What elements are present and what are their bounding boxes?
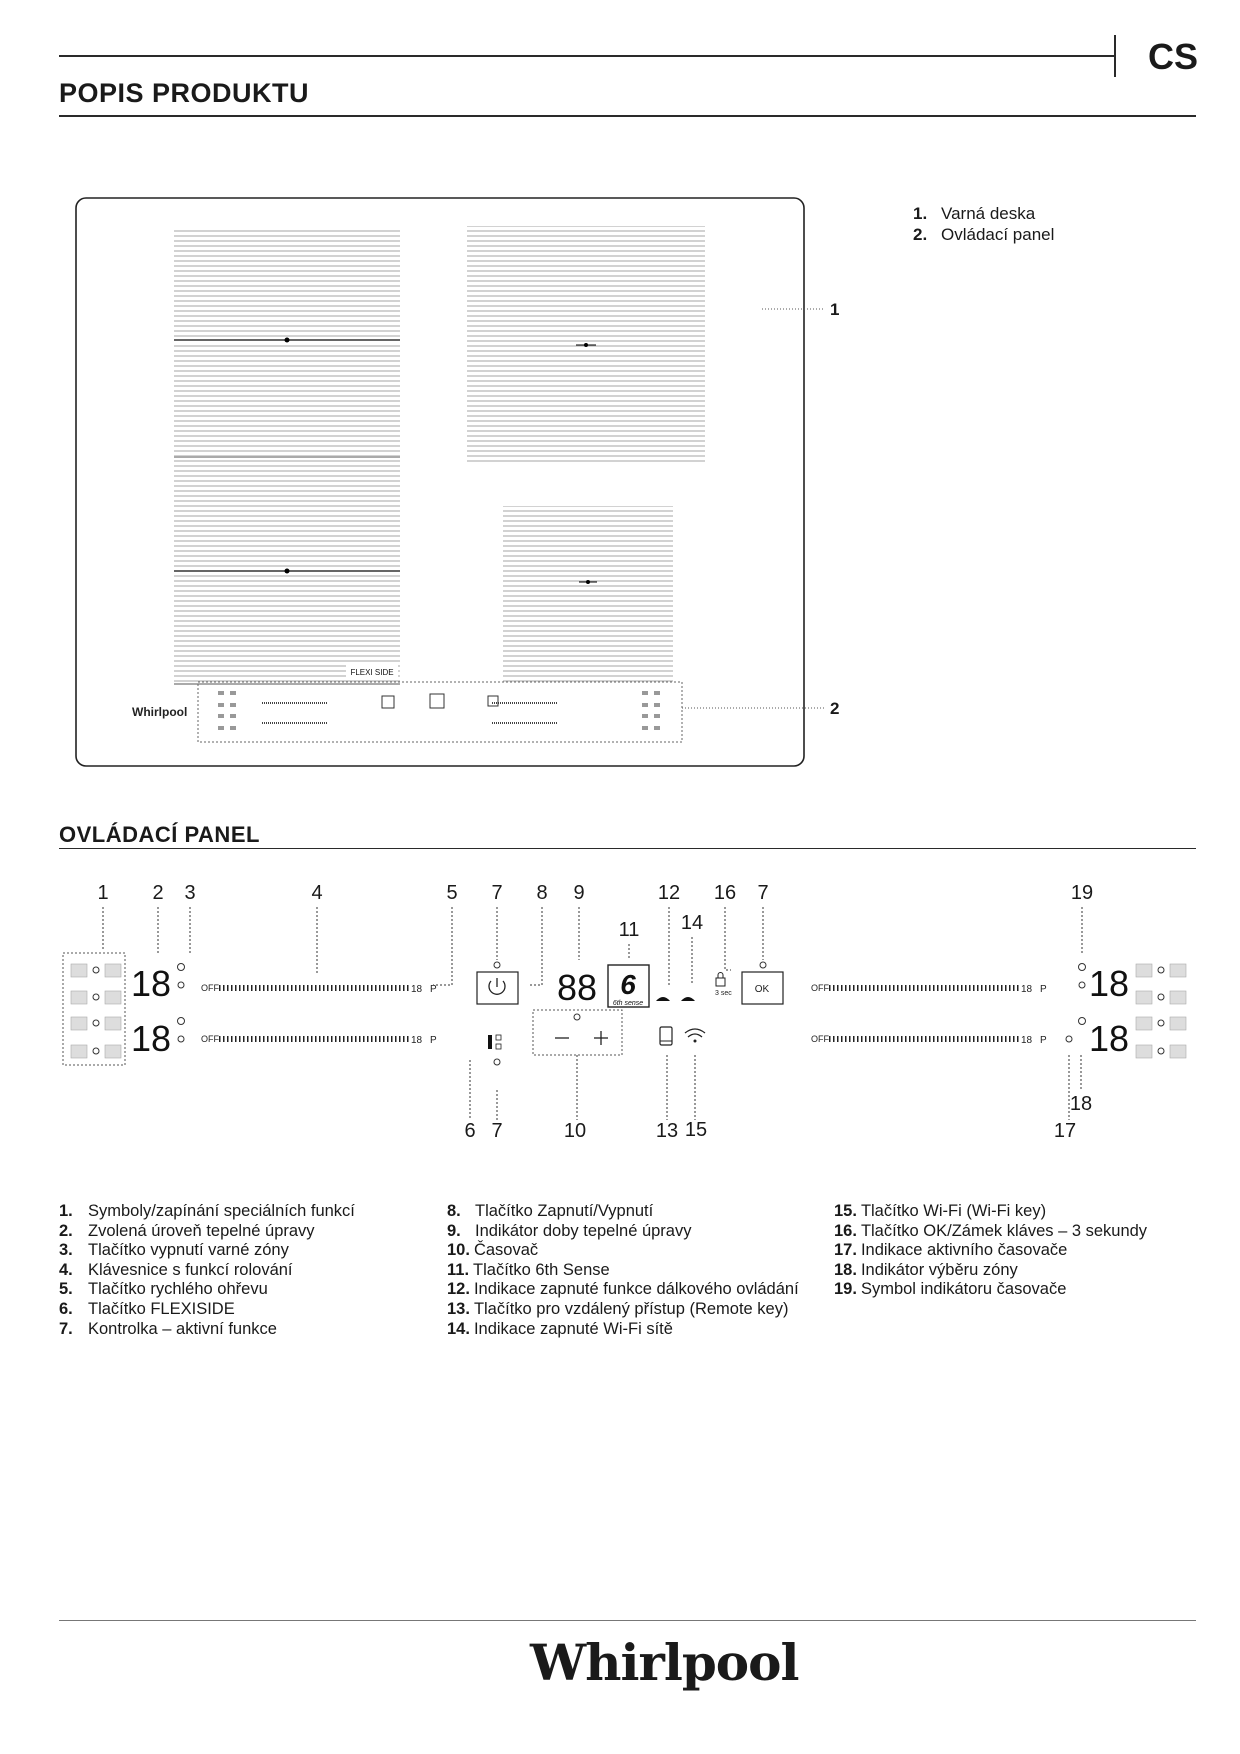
num-8: 8 xyxy=(536,882,548,904)
page-title: POPIS PRODUKTU xyxy=(59,78,310,108)
slider-boost-left-back: P xyxy=(430,1035,437,1046)
slider-level-right-back: 18 xyxy=(1021,1035,1033,1046)
panel-brand-mini: Whirlpool xyxy=(132,705,188,719)
svg-text:6: 6 xyxy=(620,969,636,1000)
list-item: 11. Tlačítko 6th Sense xyxy=(447,1260,610,1279)
slider-boost-left-front: P xyxy=(430,984,437,995)
slider-off-left-back: OFF xyxy=(201,1034,219,1044)
title-rule xyxy=(59,115,1196,117)
slider-boost-right-front: P xyxy=(1040,984,1047,995)
list-item: 18. Indikátor výběru zóny xyxy=(834,1260,1018,1279)
num-11: 11 xyxy=(618,919,640,941)
num-3: 3 xyxy=(184,882,196,904)
list-item: 3. Tlačítko vypnutí varné zóny xyxy=(59,1241,289,1260)
zone-left-mid xyxy=(174,342,400,456)
slider-level-right-front: 18 xyxy=(1021,984,1033,995)
num-7c: 7 xyxy=(491,1120,503,1142)
section-title: OVLÁDACÍ PANEL xyxy=(59,822,260,847)
num-12: 12 xyxy=(657,882,681,904)
flexi-side-label: FLEXI SIDE xyxy=(350,668,394,677)
legend-column-1 xyxy=(59,1202,355,1339)
left-display-back: 18 xyxy=(131,1018,172,1059)
header-divider xyxy=(1114,35,1116,77)
language-code: CS xyxy=(1148,36,1199,77)
num-17: 17 xyxy=(1053,1120,1077,1142)
legend-column-2 xyxy=(447,1202,799,1339)
num-4: 4 xyxy=(311,882,323,904)
callout-panel: 2 xyxy=(830,699,840,718)
slider-off-right-front: OFF xyxy=(811,983,829,993)
slider-level-left-front: 18 xyxy=(411,984,423,995)
num-6: 6 xyxy=(464,1120,476,1142)
num-13: 13 xyxy=(655,1120,679,1142)
list-item: 15. Tlačítko Wi-Fi (Wi-Fi key) xyxy=(834,1202,1047,1220)
control-panel-diagram xyxy=(59,875,1199,1155)
list-item: 7. Kontrolka – aktivní funkce xyxy=(59,1319,277,1338)
num-14: 14 xyxy=(680,912,704,934)
footer-rule xyxy=(59,1620,1196,1621)
num-1: 1 xyxy=(97,882,109,904)
list-item: 2. Zvolená úroveň tepelné úpravy xyxy=(59,1221,315,1240)
power-button xyxy=(477,972,518,1004)
overview-legend xyxy=(913,203,1054,245)
list-item: 8. Tlačítko Zapnutí/Vypnutí xyxy=(447,1202,654,1220)
right-display-back: 18 xyxy=(1089,1018,1130,1059)
right-display-front: 18 xyxy=(1089,963,1130,1004)
list-item: 13. Tlačítko pro vzdálený přístup (Remote key) xyxy=(447,1299,789,1318)
list-item: 10. Časovač xyxy=(447,1241,539,1260)
list-item: 2. Ovládací panel xyxy=(913,225,1055,244)
zone-right-front xyxy=(503,506,673,684)
ok-label: OK xyxy=(754,984,770,995)
brand-logo: Whirlpool xyxy=(530,1633,799,1692)
lock-label: 3 sec xyxy=(715,990,732,997)
list-item: 4. Klávesnice s funkcí rolování xyxy=(59,1260,293,1279)
zone-left-front xyxy=(174,228,400,340)
legend-column-3 xyxy=(834,1202,1147,1300)
num-5: 5 xyxy=(446,882,458,904)
list-item: 5. Tlačítko rychlého ohřevu xyxy=(59,1280,268,1299)
num-16: 16 xyxy=(713,882,737,904)
slider-off-left-front: OFF xyxy=(201,983,219,993)
num-7b: 7 xyxy=(757,882,769,904)
callout-hob: 1 xyxy=(830,300,840,319)
num-2: 2 xyxy=(152,882,164,904)
timer-keys xyxy=(533,1010,622,1055)
list-item: 9. Indikátor doby tepelné úpravy xyxy=(447,1221,692,1240)
section-rule xyxy=(59,848,1196,849)
num-15: 15 xyxy=(684,1119,708,1141)
hob-diagram xyxy=(70,190,850,780)
slider-off-right-back: OFF xyxy=(811,1034,829,1044)
slider-boost-right-back: P xyxy=(1040,1035,1047,1046)
left-display-front: 18 xyxy=(131,963,172,1004)
list-item: 6. Tlačítko FLEXISIDE xyxy=(59,1299,235,1318)
num-7a: 7 xyxy=(491,882,503,904)
num-10: 10 xyxy=(563,1120,587,1142)
slider-level-left-back: 18 xyxy=(411,1035,423,1046)
list-item: 17. Indikace aktivního časovače xyxy=(834,1241,1068,1260)
num-18: 18 xyxy=(1069,1093,1093,1115)
timer-display: 88 xyxy=(557,967,598,1008)
list-item: 1. Symboly/zapínání speciálních funkcí xyxy=(59,1202,355,1220)
header-top-rule xyxy=(59,55,1114,57)
list-item: 19. Symbol indikátoru časovače xyxy=(834,1280,1067,1299)
list-item: 16. Tlačítko OK/Zámek kláves – 3 sekundy xyxy=(834,1221,1148,1240)
sixth-sense-label: 6th sense xyxy=(612,1000,644,1007)
num-9: 9 xyxy=(573,882,585,904)
list-item: 1. Varná deska xyxy=(913,204,1036,223)
zone-left-mid2 xyxy=(174,458,400,570)
list-item: 14. Indikace zapnuté Wi-Fi sítě xyxy=(447,1319,673,1338)
list-item: 12. Indikace zapnuté funkce dálkového ovládání xyxy=(447,1280,799,1299)
num-19: 19 xyxy=(1070,882,1094,904)
